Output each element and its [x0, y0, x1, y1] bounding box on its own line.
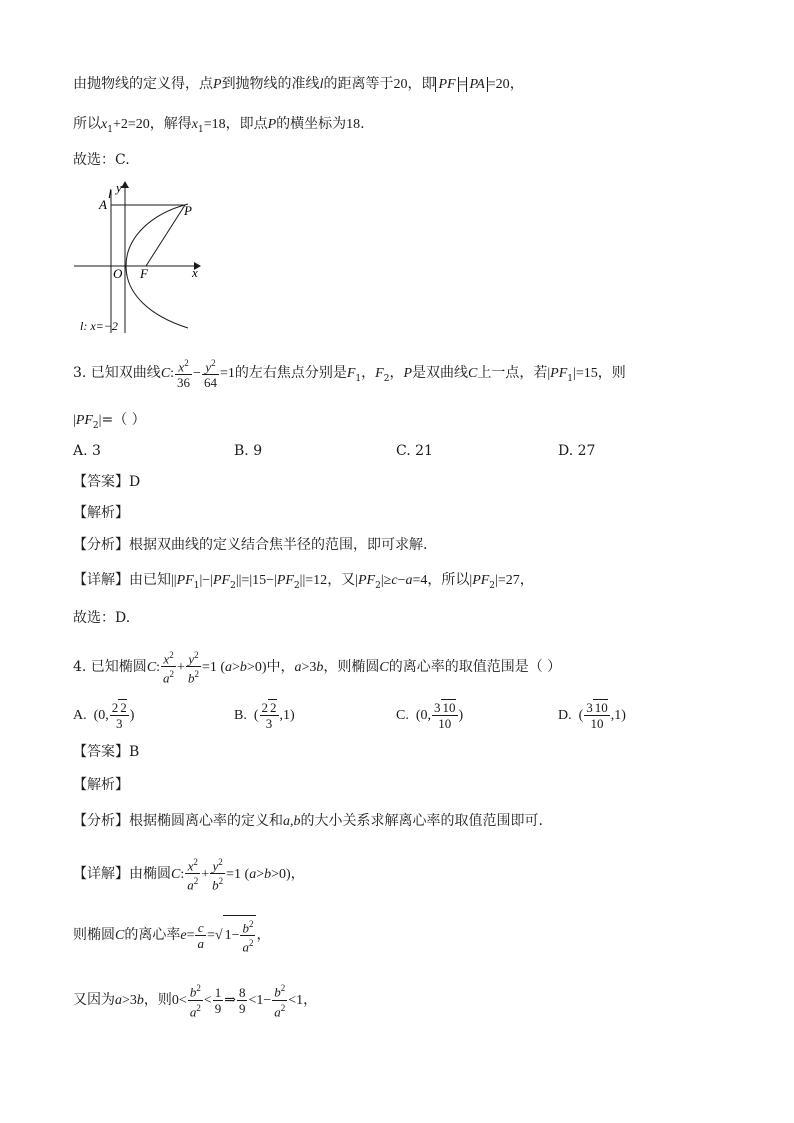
q4-fenxi: 【分析】根据椭圆离心率的定义和a,b的大小关系求解离心率的取值范围即可. — [73, 813, 543, 829]
label-directrix: l: x=−2 — [80, 319, 118, 333]
q3-fenxi: 【分析】根据双曲线的定义结合焦半径的范围，即可求解. — [73, 537, 428, 553]
q3-stem-2: $|PF_2|=$（ ） — [73, 412, 146, 431]
label-l: l — [108, 186, 112, 201]
label-O: O — [113, 266, 123, 281]
q3-answer: 【答案】D — [73, 474, 141, 490]
label-y: y — [116, 180, 122, 195]
q4-analysis-heading: 【解析】 — [73, 777, 129, 793]
q4-xiangjie: 【详解】由椭圆C: $\frac{x^2}{a^2}$ + $\frac{y^2}{b^2}$ =1 (a>b>0)， — [73, 857, 305, 893]
q3-stem: 3. 已知双曲线C: $\frac{x^2}{36}$ − $\frac{y^2}{64}$ =1的左右焦点分别是$F_1$，$F_2$，P是双曲线C上一点，若$|PF_1|=15$，则 — [73, 358, 626, 391]
solution-line-1 — [73, 74, 524, 95]
q3-analysis-heading: 【解析】 — [73, 505, 129, 521]
q4-option-d: D. ( $\frac{3 10}{10}$ ,1) — [558, 699, 626, 731]
label-x: x — [192, 265, 198, 280]
q3-option-c: C. 21 — [396, 443, 433, 459]
q4-answer: 【答案】B — [73, 744, 140, 760]
line-text: 由抛物线的定义得，点P到抛物线的准线l的距离等于20，即 PF = PA =20， — [73, 76, 524, 92]
label-F: F — [140, 266, 148, 281]
parabola-figure — [70, 178, 210, 338]
q3-xiangjie: 【详解】由已知$||PF_1|-|PF_2||=|15-|PF_2||=12$，又$|PF_2|\ge c-a=4$，所以$|PF_2|=27$， — [73, 572, 534, 591]
q4-option-c: C. (0, $\frac{3 10}{10}$ ) — [396, 699, 464, 731]
q3-option-a: A. 3 — [73, 443, 101, 459]
solution-line-3: 故选：C. — [73, 152, 130, 168]
q4-option-b: B. ( $\frac{2 2}{3}$ ,1) — [234, 699, 295, 731]
q3-option-b: B. 9 — [234, 443, 263, 459]
q4-option-a: A. (0, $\frac{2 2}{3}$ ) — [73, 699, 135, 731]
segment-PF — [146, 205, 185, 266]
q4-line-range: 又因为a>3b，则0< $\frac{b^2}{a^2}$ < $\frac{1}{9}$ ⇒ $\frac{8}{9}$ <1− $\frac{b^2}{a^2}$ <1， — [73, 983, 318, 1019]
label-A: A — [99, 197, 107, 212]
q4-stem: 4. 已知椭圆C: $\frac{x^2}{a^2}$ + $\frac{y^2}{b^2}$ =1 (a>b>0)中，a>3b，则椭圆C的离心率的取值范围是（ ） — [73, 650, 562, 686]
q4-line-eccentricity: 则椭圆C的离心率e= $\frac{c}{a}$ =√ 1− $\frac{b^2}{a^2}$ ， — [73, 915, 270, 956]
label-P: P — [184, 203, 192, 218]
solution-line-2: 所以$x_1+2=20$，解得$x_1=18$，即点P的横坐标为18. — [73, 116, 365, 135]
q3-final: 故选：D. — [73, 610, 131, 626]
q3-option-d: D. 27 — [558, 443, 596, 459]
